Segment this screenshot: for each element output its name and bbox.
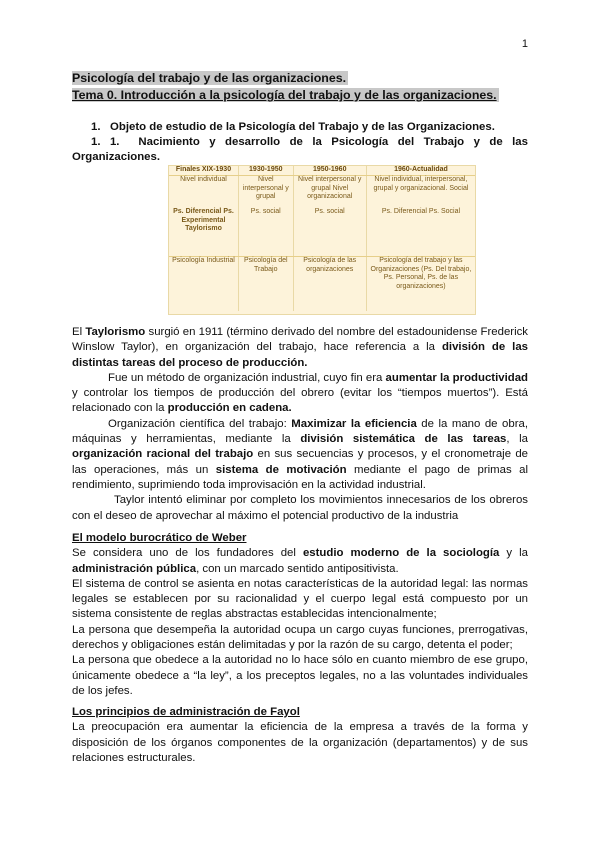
topic-title: Tema 0. Introducción a la psicología del trabajo y de las organizaciones. [72,88,497,102]
table-header-cell: 1960-Actualidad [366,166,475,176]
fayol-section [72,705,528,766]
paragraph: Taylor intentó eliminar por completo los movimientos innecesarios de los obreros con el deseo de aprovechar al máximo el potencial productivo de la industria [72,494,528,522]
heading-1-1 [72,135,528,150]
paragraph: Organización científica del trabajo: Maximizar la eficiencia de la mano de obra, máquinas y herramientas, mediante la división sistemática de las tareas, la organización racional del trabajo en sus secuencias y procesos, y el cronometraje de las operaciones, más un sistema de motivación mediante el pago de primas al rendimiento, suprimiendo toda improvisación en la actividad industrial. [72,417,528,491]
table-cell: Nivel interpersonal y grupal Nivel organizacional [293,176,366,209]
section-title: El modelo burocrático de Weber [72,532,247,544]
table-cell: Nivel interpersonal y grupal [238,176,293,209]
heading-1-text: Objeto de estudio de la Psicología del Trabajo y de las Organizaciones. [110,121,495,133]
table-cell: Psicología Industrial [169,257,238,312]
heading-1-1-text: Nacimiento y desarrollo de la Psicología del Trabajo y de las [138,136,528,148]
paragraph: Fue un método de organización industrial, cuyo fin era aumentar la productividad y controlar los tiempos de producción del obrero (evitar los “tiempos muertos”). Está relacionado con la producción en cadena. [72,371,528,415]
section-outline [72,120,528,165]
heading-1-1-number: 1. 1. [91,136,120,148]
paragraph: El Taylorismo surgió en 1911 (término derivado del nombre del estadounidense Frederick Winslow Taylor), en organización del trabajo, hace referencia a la división de las distintas tareas del proceso de producción. [72,326,528,369]
table-header-cell: Finales XIX-1930 [169,166,238,176]
weber-section [72,531,528,699]
paragraph: Se considera uno de los fundadores del estudio moderno de la sociología y la administración pública, con un marcado sentido antipositivista. [72,547,528,575]
heading-1-1-cont: Organizaciones. [72,151,160,163]
heading-1-number: 1. [91,121,101,133]
table-cell: Psicología del Trabajo [238,257,293,312]
heading-1 [72,120,528,135]
section-title: Los principios de administración de Fayol [72,706,300,718]
table-cell: Ps. social [238,208,293,257]
paragraph: La persona que desempeña la autoridad ocupa un cargo cuyas funciones, prerrogativas, derechos y obligaciones están delimitadas y por la razón de su cargo, detenta el poder; [72,623,528,652]
table-header-cell: 1930-1950 [238,166,293,176]
page-number: 1 [521,38,528,50]
table-cell: Nivel individual [169,176,238,209]
document-header [72,70,530,104]
course-title: Psicología del trabajo y de las organizaciones. [72,71,347,85]
table-cell: Nivel individual, interpersonal, grupal y organizacional. Social [373,176,469,192]
table-cell: Psicología de las organizaciones [293,257,366,312]
table-header-cell: 1950-1960 [293,166,366,176]
table-cell: Ps. Diferencial Ps. Experimental Taylorismo [169,208,238,257]
table-cell: Ps. social [293,208,366,257]
taylorism-section [72,325,528,524]
paragraph: La preocupación era aumentar la eficiencia de la empresa a través de la forma y disposición de los órganos componentes de la organización (departamentos) y de sus relaciones estructurales. [72,721,528,764]
paragraph: El sistema de control se asienta en notas características de la autoridad legal: las normas legales se establecen por su racionalidad y el cuerpo legal está compuesto por un sistema consistente de reglas abstractas establecidas intencionalmente; [72,577,528,621]
table-cell: Ps. Diferencial Ps. Social [366,208,475,257]
paragraph: La persona que obedece a la autoridad no lo hace sólo en cuanto miembro de ese grupo, únicamente obedece a “la ley”, a los preceptos legales, no a las voluntades individuales de los jefes. [72,654,528,697]
history-table [168,165,476,315]
table-cell: Psicología del trabajo y las Organizaciones (Ps. Del trabajo, Ps. Personal, Ps. de las organizaciones) [370,257,472,290]
